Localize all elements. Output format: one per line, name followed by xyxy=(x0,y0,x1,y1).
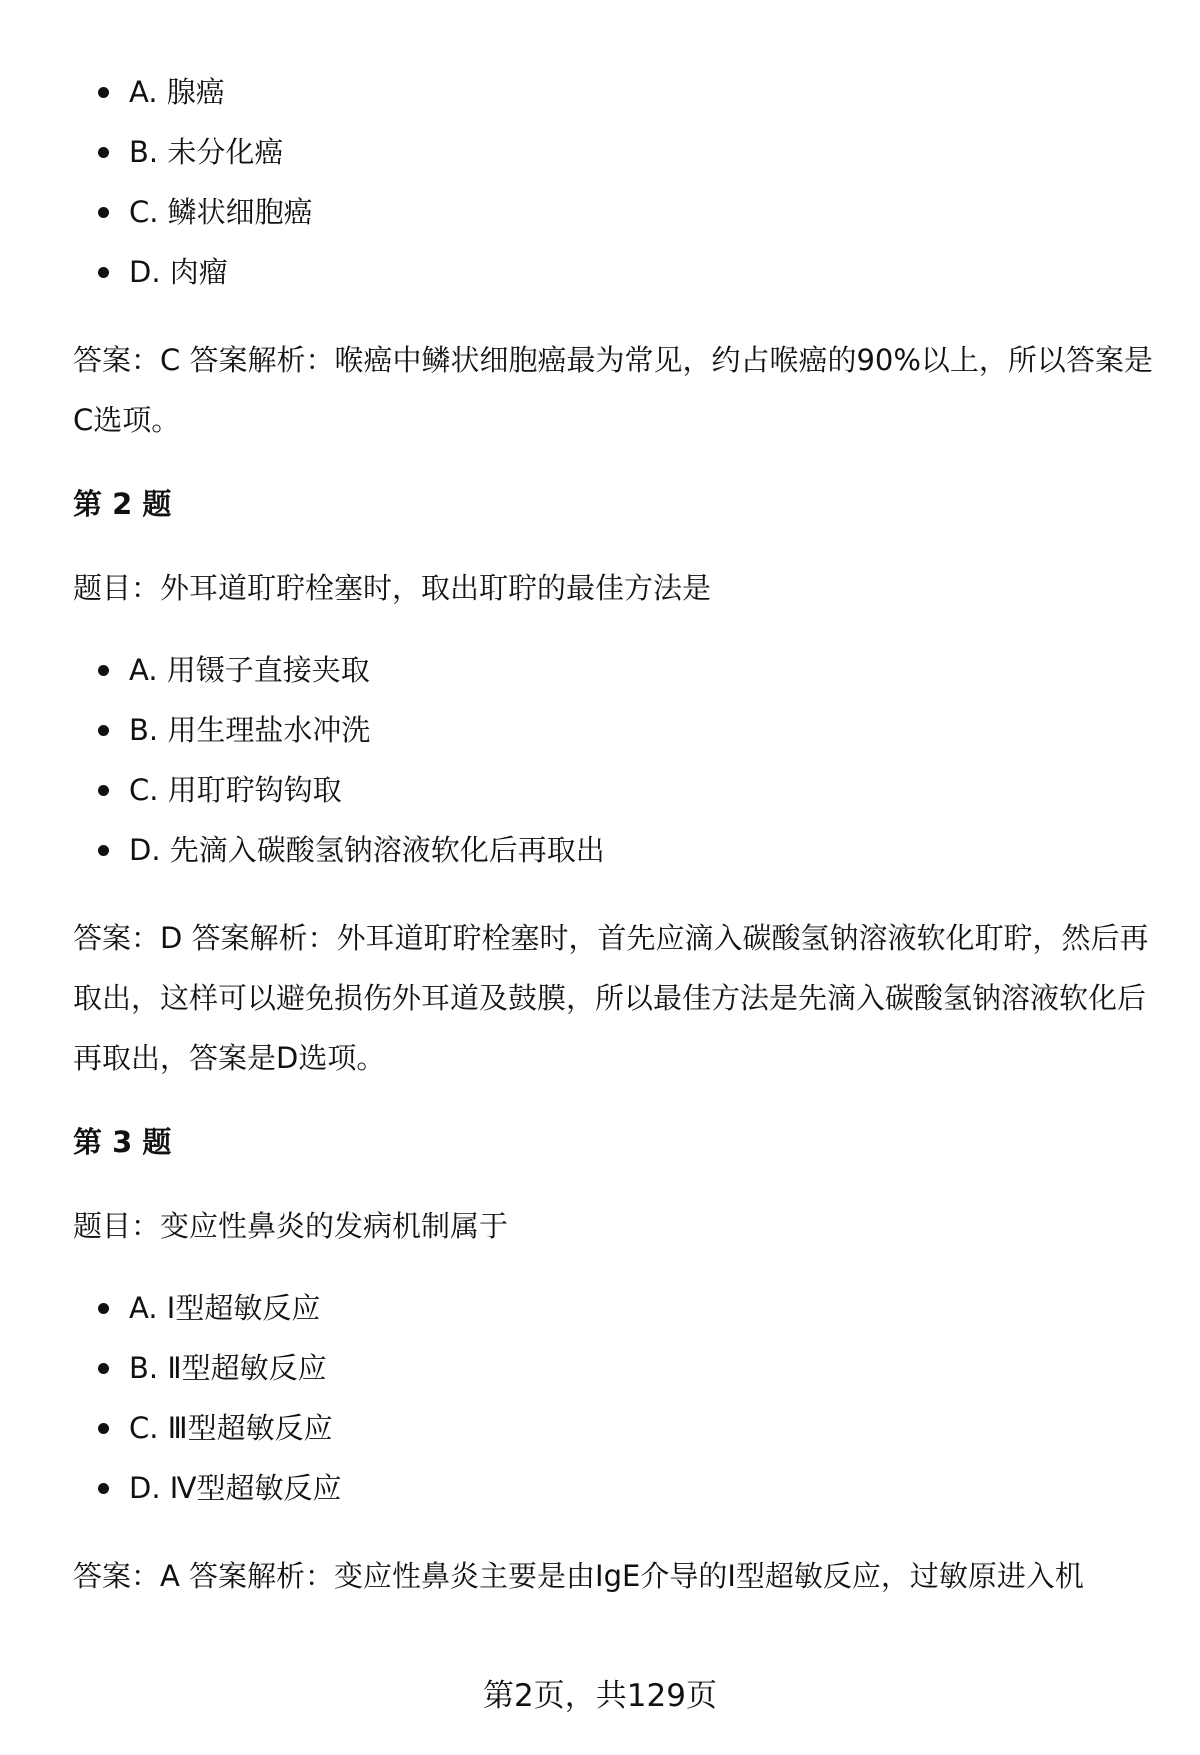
q2-answer: 答案：D 答案解析：外耳道耵聍栓塞时，首先应滴入碳酸氢钠溶液软化耵聍，然后再取出，这样可以避免损伤外耳道及鼓膜，所以最佳方法是先滴入碳酸氢钠溶液软化后再取出，答案是D选项。 xyxy=(73,921,1149,1075)
option-label: B. Ⅱ型超敏反应 xyxy=(129,1351,327,1385)
q3-question-text: 题目：变应性鼻炎的发病机制属于 xyxy=(73,1209,509,1243)
q3-option-d xyxy=(73,1458,1153,1518)
q1-option-c xyxy=(73,182,1153,242)
q3-option-b xyxy=(73,1338,1153,1398)
q2-option-c xyxy=(73,760,1153,820)
option-label: A. 腺癌 xyxy=(129,75,225,109)
q2-heading: 第 2 题 xyxy=(73,487,172,521)
q1-option-b xyxy=(73,122,1153,182)
bullet-icon xyxy=(98,785,109,796)
q3-option-list xyxy=(73,1278,1153,1518)
page-content xyxy=(73,62,1153,1606)
option-label: C. Ⅲ型超敏反应 xyxy=(129,1411,333,1445)
option-label: A. Ⅰ型超敏反应 xyxy=(129,1291,321,1325)
bullet-icon xyxy=(98,147,109,158)
bullet-icon xyxy=(98,87,109,98)
option-label: C. 鳞状细胞癌 xyxy=(129,195,313,229)
option-label: B. 未分化癌 xyxy=(129,135,284,169)
option-label: D. 肉瘤 xyxy=(129,255,228,289)
bullet-icon xyxy=(98,267,109,278)
page-number-footer: 第2页，共129页 xyxy=(483,1678,717,1714)
option-label: C. 用耵聍钩钩取 xyxy=(129,773,342,807)
q1-option-d xyxy=(73,242,1153,302)
option-label: D. Ⅳ型超敏反应 xyxy=(129,1471,342,1505)
option-label: A. 用镊子直接夹取 xyxy=(129,653,370,687)
q2-option-a xyxy=(73,640,1153,700)
bullet-icon xyxy=(98,1303,109,1314)
bullet-icon xyxy=(98,1423,109,1434)
bullet-icon xyxy=(98,845,109,856)
q2-option-b xyxy=(73,700,1153,760)
q2-option-d xyxy=(73,820,1153,880)
option-label: B. 用生理盐水冲洗 xyxy=(129,713,371,747)
q2-option-list xyxy=(73,640,1153,880)
q3-option-a xyxy=(73,1278,1153,1338)
bullet-icon xyxy=(98,1483,109,1494)
q3-heading: 第 3 题 xyxy=(73,1125,172,1159)
q3-option-c xyxy=(73,1398,1153,1458)
bullet-icon xyxy=(98,207,109,218)
bullet-icon xyxy=(98,725,109,736)
q1-option-list xyxy=(73,62,1153,302)
bullet-icon xyxy=(98,665,109,676)
option-label: D. 先滴入碳酸氢钠溶液软化后再取出 xyxy=(129,833,605,867)
q3-answer: 答案：A 答案解析：变应性鼻炎主要是由IgE介导的Ⅰ型超敏反应，过敏原进入机 xyxy=(73,1559,1084,1593)
q1-option-a xyxy=(73,62,1153,122)
q1-answer: 答案：C 答案解析：喉癌中鳞状细胞癌最为常见，约占喉癌的90%以上，所以答案是C选项。 xyxy=(73,343,1153,437)
bullet-icon xyxy=(98,1363,109,1374)
q2-question-text: 题目：外耳道耵聍栓塞时，取出耵聍的最佳方法是 xyxy=(73,571,712,605)
